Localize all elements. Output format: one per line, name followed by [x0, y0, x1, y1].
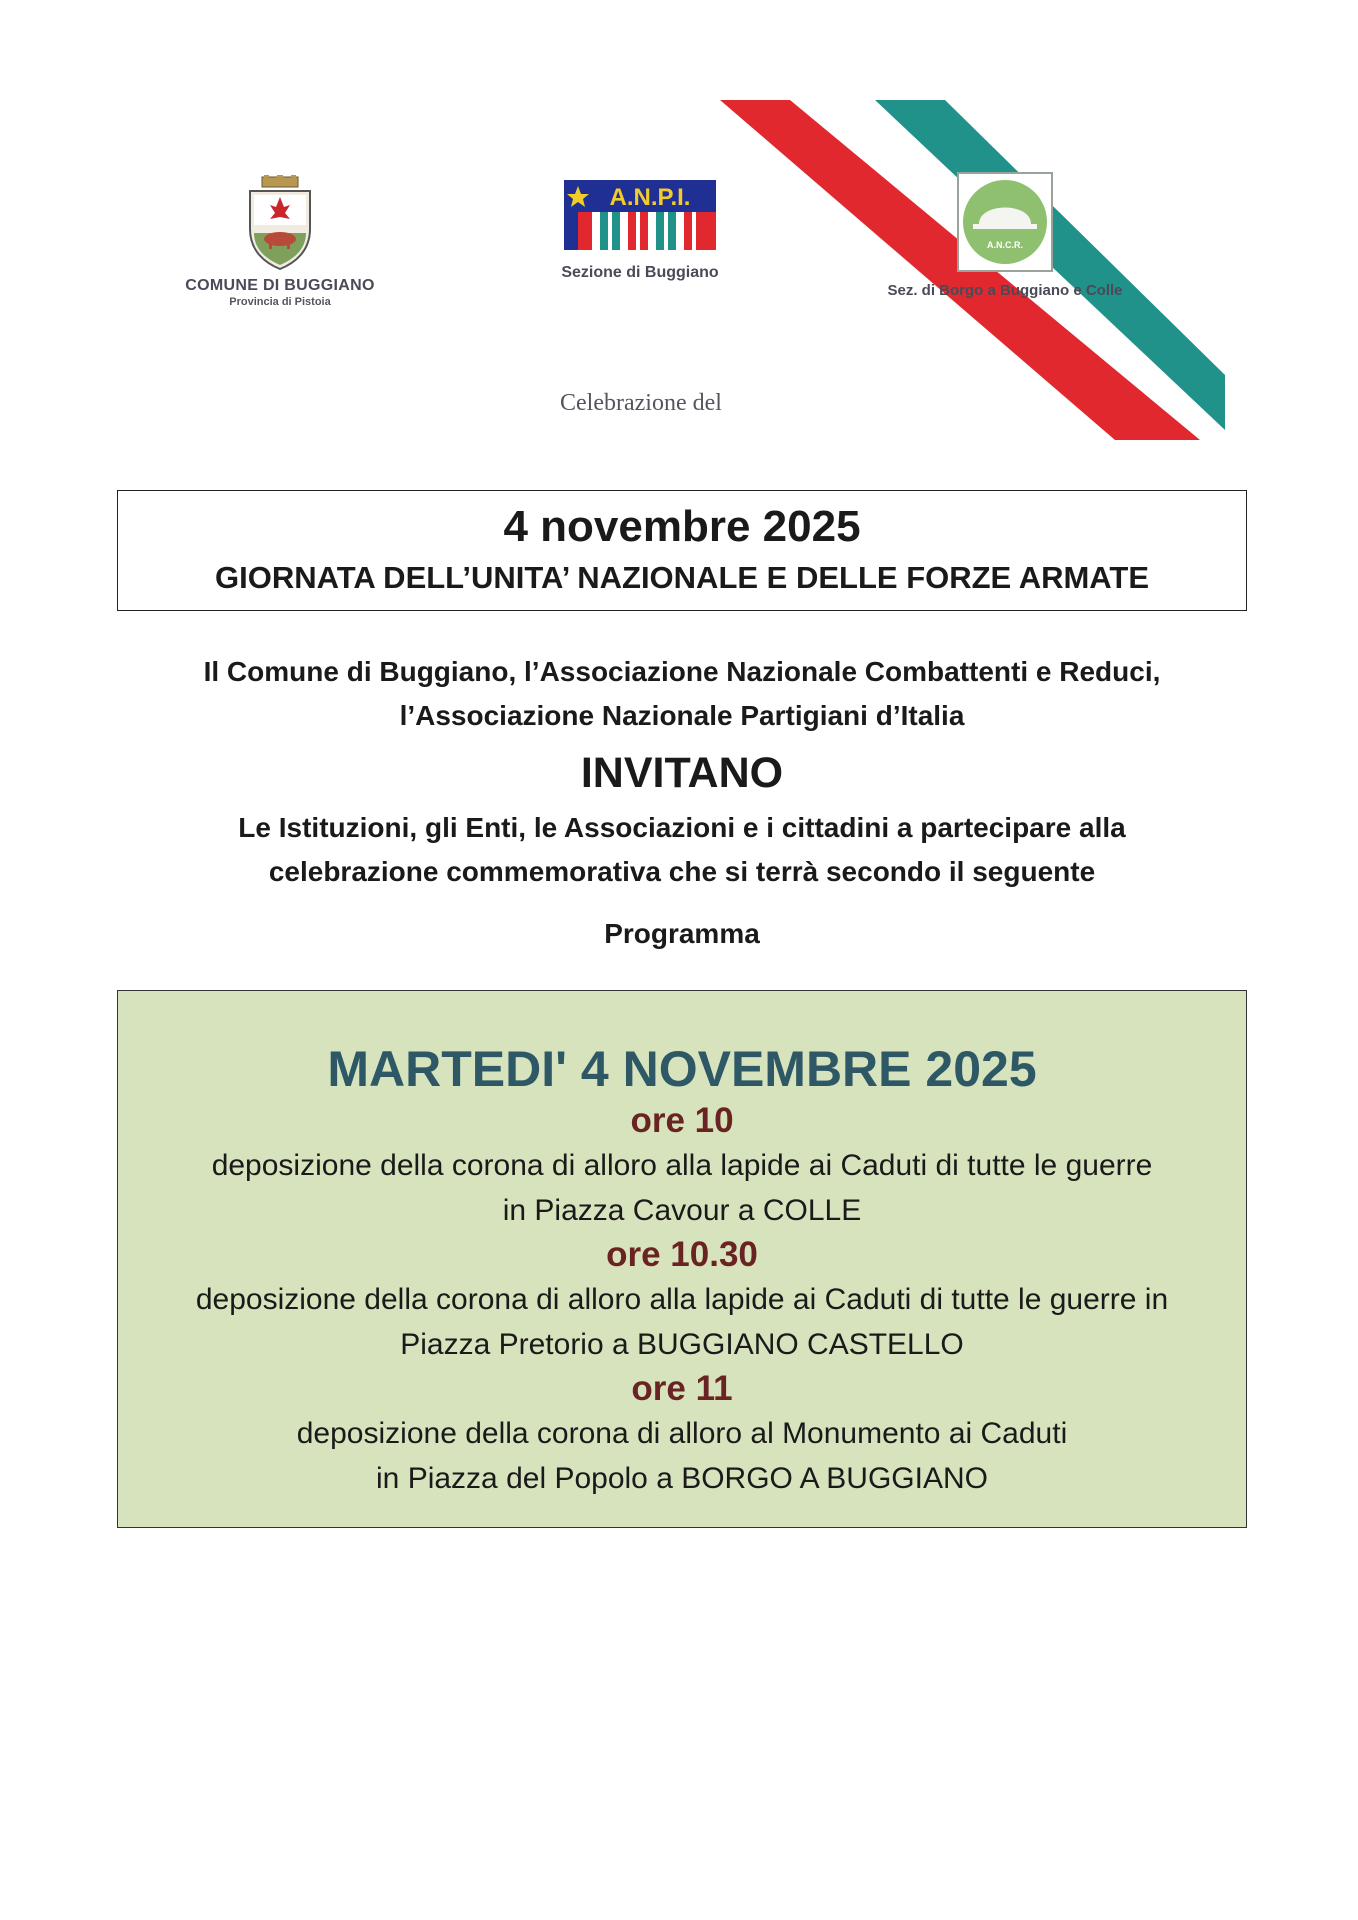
comune-logo	[165, 175, 395, 308]
event-description: deposizione della corona di alloro alla lapide ai Caduti di tutte le guerre in	[195, 1283, 1169, 1316]
comune-province: Provincia di Pistoia	[229, 296, 331, 308]
helmet-badge-icon	[957, 172, 1053, 272]
ancr-logo	[855, 172, 1155, 299]
event-location: in Piazza del Popolo a BORGO A BUGGIANO	[376, 1462, 988, 1495]
invitation-section	[100, 650, 1264, 950]
svg-text:A.N.C.R.: A.N.C.R.	[987, 240, 1023, 250]
event-location: in Piazza Cavour a COLLE	[502, 1194, 862, 1227]
event-description: deposizione della corona di alloro al Monumento ai Caduti	[296, 1417, 1068, 1450]
program-box	[117, 990, 1247, 1528]
invitation-line-4: celebrazione commemorativa che si terrà secondo il seguente	[268, 856, 1096, 887]
invitation-line-2: l’Associazione Nazionale Partigiani d’Italia	[399, 700, 965, 731]
invitation-line-1: Il Comune di Buggiano, l’Associazione Nazionale Combattenti e Reduci,	[203, 656, 1161, 687]
title-box	[117, 490, 1247, 611]
program-day: MARTEDI' 4 NOVEMBRE 2025	[327, 1041, 1037, 1097]
celebration-text: Celebrazione del	[560, 390, 722, 416]
invitation-line-3: Le Istituzioni, gli Enti, le Associazioni e i cittadini a partecipare alla	[238, 812, 1126, 843]
invitation-heading: INVITANO	[580, 749, 784, 797]
event-time: ore 10.30	[606, 1235, 758, 1274]
svg-text:A.N.P.I.: A.N.P.I.	[609, 184, 691, 211]
anpi-section: Sezione di Buggiano	[561, 264, 719, 281]
event-subtitle: GIORNATA DELL’UNITA’ NAZIONALE E DELLE FORZE ARMATE	[215, 560, 1149, 595]
program-label: Programma	[604, 918, 760, 949]
event-time: ore 11	[631, 1369, 733, 1408]
event-date-title: 4 novembre 2025	[503, 502, 861, 551]
event-description: deposizione della corona di alloro alla lapide ai Caduti di tutte le guerre	[211, 1149, 1153, 1182]
ancr-section: Sez. di Borgo a Buggiano e Colle	[887, 282, 1123, 299]
event-location: Piazza Pretorio a BUGGIANO CASTELLO	[400, 1328, 964, 1361]
anpi-logo	[545, 180, 735, 282]
anpi-badge-icon	[564, 180, 716, 250]
comune-name: COMUNE DI BUGGIANO	[185, 277, 375, 294]
event-time: ore 10	[630, 1101, 734, 1140]
coat-of-arms-icon	[240, 175, 320, 271]
